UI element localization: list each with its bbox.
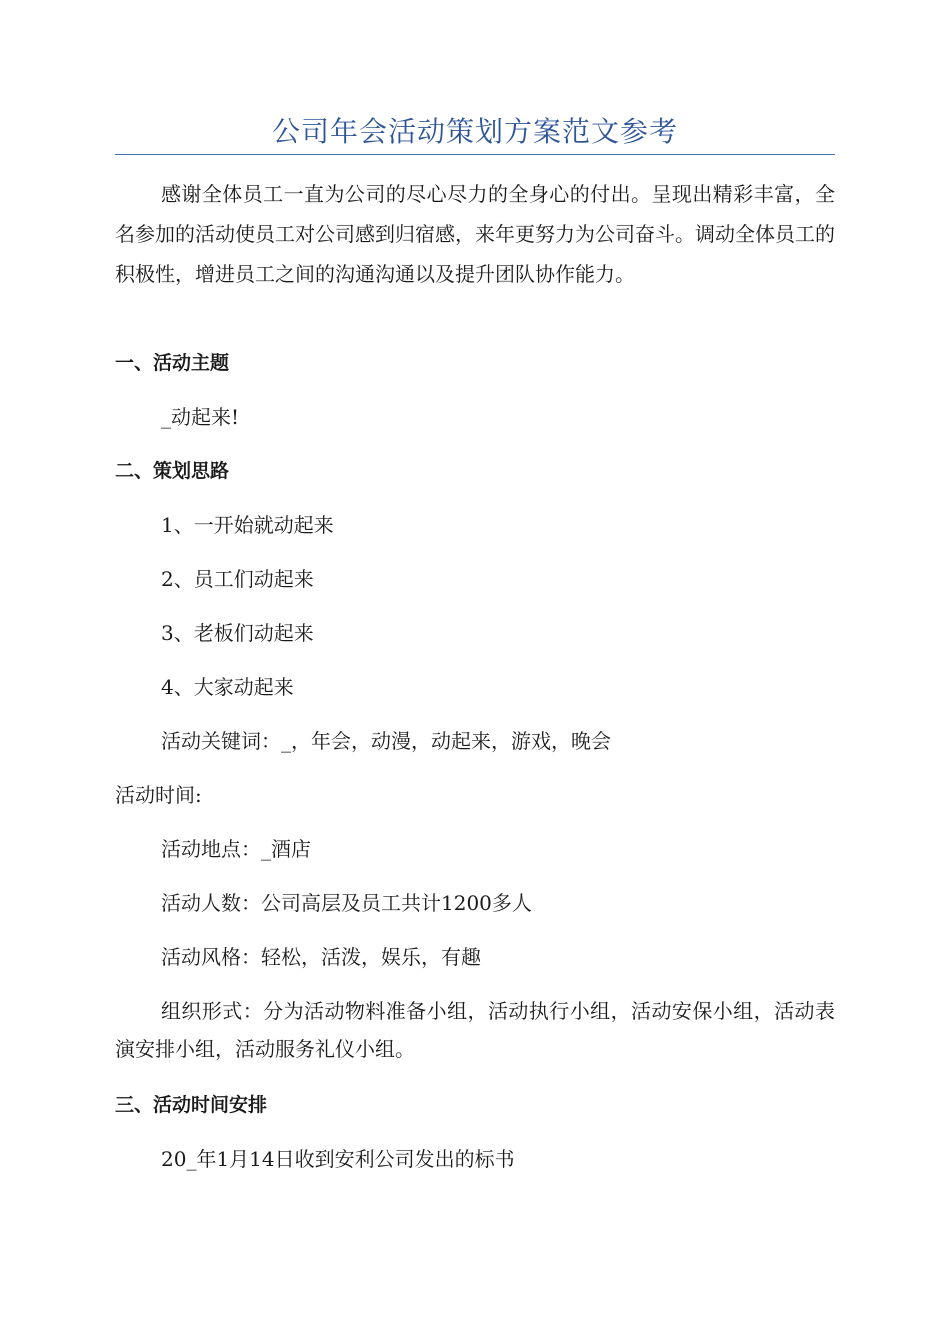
planning-item-2: 2、员工们动起来 — [161, 567, 314, 591]
planning-item-1: 1、一开始就动起来 — [161, 513, 334, 537]
intro-paragraph: 感谢全体员工一直为公司的尽心尽力的全身心的付出。呈现出精彩丰富，全名参加的活动使员工对公司感到归宿感，来年更努力为公司奋斗。调动全体员工的积极性，增进员工之间的沟通沟通以及提升团队协作能力。 — [115, 182, 835, 286]
section-heading-theme: 一、活动主题 — [115, 352, 230, 374]
activity-time: 活动时间: — [115, 783, 202, 807]
schedule-item-1: 20_年1月14日收到安利公司发出的标书 — [161, 1147, 515, 1171]
activity-style: 活动风格：轻松，活泼，娱乐，有趣 — [161, 945, 481, 969]
organization-paragraph: 组织形式：分为活动物料准备小组，活动执行小组，活动安保小组，活动表演安排小组，活动服务礼仪小组。 — [115, 999, 835, 1061]
document-title: 公司年会活动策划方案范文参考 — [271, 115, 678, 148]
activity-keywords: 活动关键词：_，年会，动漫，动起来，游戏，晚会 — [161, 729, 611, 753]
theme-text: _动起来! — [161, 405, 240, 429]
activity-people: 活动人数：公司高层及员工共计1200多人 — [161, 891, 532, 915]
section-heading-schedule: 三、活动时间安排 — [115, 1094, 268, 1116]
section-heading-planning: 二、策划思路 — [115, 460, 230, 482]
planning-item-4: 4、大家动起来 — [161, 675, 294, 699]
title-underline — [115, 154, 835, 155]
planning-item-3: 3、老板们动起来 — [161, 621, 314, 645]
activity-location: 活动地点：_酒店 — [161, 837, 311, 861]
